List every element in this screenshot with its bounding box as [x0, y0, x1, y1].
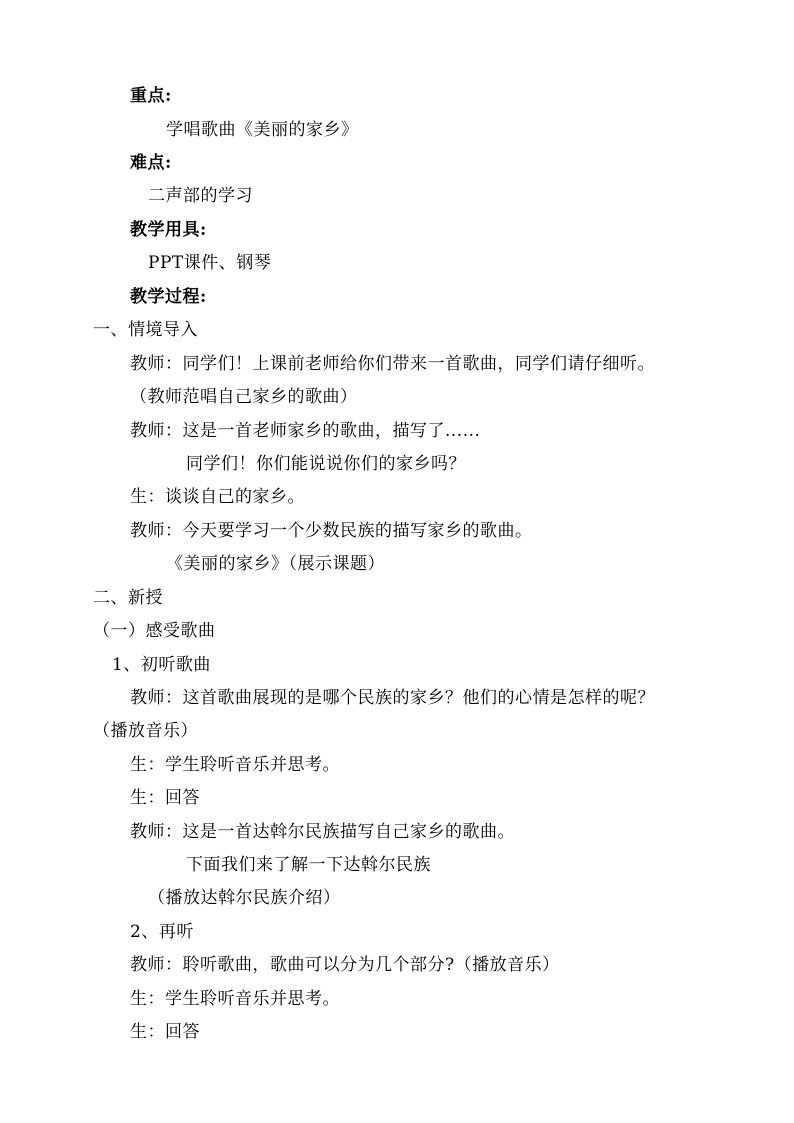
heading-teaching-tools: 教学用具: [130, 220, 207, 240]
paragraph: 教师：这是一首老师家乡的歌曲，描写了...... [130, 421, 481, 441]
subsection-item-title: 2、再听 [130, 922, 194, 942]
paragraph: 生：谈谈自己的家乡。 [130, 487, 305, 507]
paragraph: 《美丽的家乡》（展示课题） [166, 554, 385, 574]
heading-difficulty: 难点: [130, 153, 172, 173]
paragraph: 教师：今天要学习一个少数民族的描写家乡的歌曲。 [130, 521, 533, 541]
section-one-title: 一、情境导入 [93, 320, 198, 340]
section-two-title: 二、新授 [93, 588, 163, 608]
difficulty-text: 二声部的学习 [148, 186, 253, 206]
paragraph: 生：回答 [130, 788, 200, 808]
subsection-item-title: 1、初听歌曲 [112, 655, 211, 675]
heading-key-points: 重点: [130, 86, 172, 106]
paragraph: 同学们！你们能说说你们的家乡吗？ [186, 454, 466, 474]
paragraph: 生：学生聆听音乐并思考。 [130, 989, 340, 1009]
teaching-tools-text: PPT课件、钢琴 [148, 253, 272, 273]
heading-teaching-process: 教学过程: [130, 287, 207, 307]
paragraph: 教师：这是一首达斡尔民族描写自己家乡的歌曲。 [130, 822, 515, 842]
paragraph: 教师：这首歌曲展现的是哪个民族的家乡？他们的心情是怎样的呢？ [130, 688, 655, 708]
paragraph: 生：回答 [130, 1022, 200, 1042]
subsection-title: （一）感受歌曲 [93, 621, 216, 641]
paragraph: 教师：聆听歌曲，歌曲可以分为几个部分?（播放音乐） [130, 955, 560, 975]
paragraph: 生：学生聆听音乐并思考。 [130, 755, 340, 775]
paragraph: （教师范唱自己家乡的歌曲） [130, 387, 358, 407]
paragraph: （播放音乐） [93, 721, 198, 741]
key-points-text: 学唱歌曲《美丽的家乡》 [166, 120, 359, 140]
paragraph: 下面我们来了解一下达斡尔民族 [186, 855, 431, 875]
paragraph: （播放达斡尔民族介绍） [148, 888, 341, 908]
paragraph: 教师：同学们！上课前老师给你们带来一首歌曲，同学们请仔细听。 [130, 354, 655, 374]
